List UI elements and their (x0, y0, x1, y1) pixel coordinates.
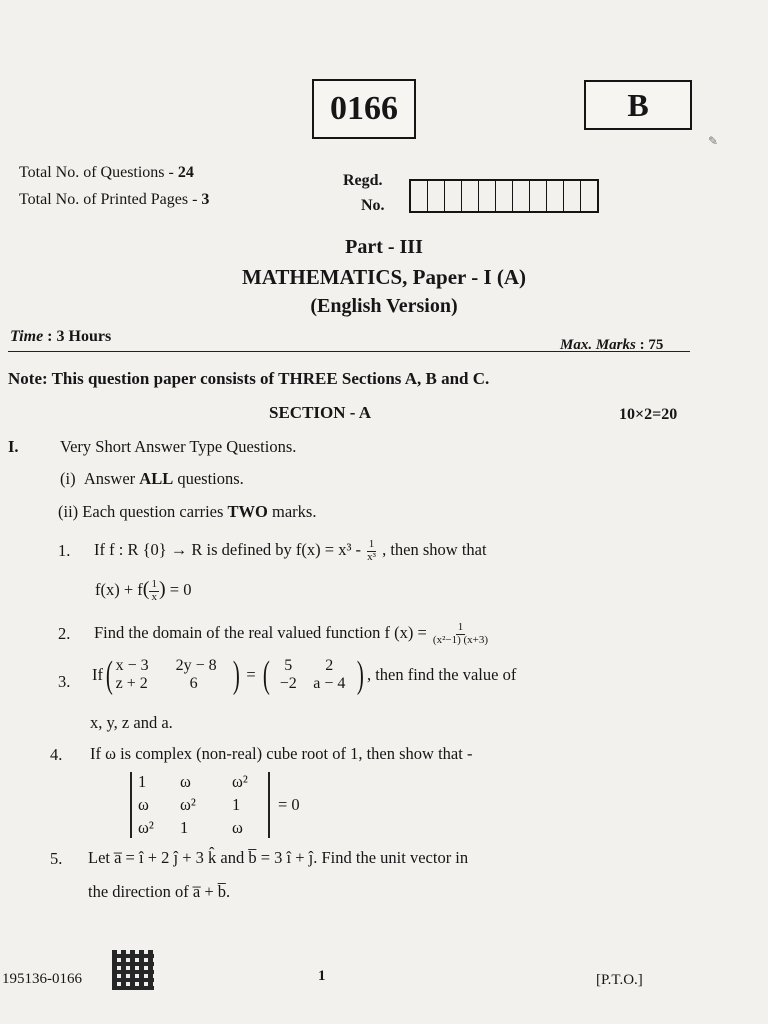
q1-line1 (94, 539, 487, 563)
header-rule (8, 351, 690, 352)
q5-line2: the direction of a̅ + b̅. (88, 882, 231, 901)
q2-fraction (431, 622, 490, 646)
instruction-2-b: TWO (227, 502, 268, 521)
paper-code: 0166 (330, 90, 398, 127)
instruction-1 (60, 469, 244, 489)
instruction-2-num: (ii) (58, 502, 79, 521)
q1-line2-fraction (149, 579, 159, 603)
paper-code-box (312, 79, 416, 139)
regd-label-2: No. (361, 197, 385, 214)
regd-cell[interactable] (428, 181, 445, 211)
total-questions-value: 24 (177, 164, 194, 181)
time-value: : 3 Hours (47, 328, 112, 345)
instruction-2-c: marks. (267, 502, 317, 521)
q5-number: 5. (50, 849, 63, 868)
det-cell: 1 (232, 795, 241, 814)
q1-line2-frac-num: 1 (151, 578, 157, 591)
det-cell: ω (232, 818, 243, 837)
total-pages-value: 3 (201, 191, 210, 208)
q3-m2-left-paren: ( (262, 654, 270, 696)
q1-fraction (365, 539, 378, 563)
regd-cell[interactable] (496, 181, 513, 211)
q1-line2: f(x) + f( $\frac{1}{x}$ ) = 0 (95, 578, 192, 603)
marks-value: : 75 (639, 337, 664, 353)
regd-cell[interactable] (581, 181, 597, 211)
total-questions (19, 164, 194, 182)
q2-text: Find the domain of the real valued function f (x) = (94, 622, 431, 642)
note: Note: This question paper consists of THREE Sections A, B and C. (8, 369, 490, 388)
det-cell: 1 (180, 818, 189, 837)
instruction-1-c: questions. (173, 469, 244, 488)
marks-label: Max. Marks (560, 337, 636, 353)
time-info (10, 328, 111, 346)
q3-m1-left-paren: ( (105, 654, 113, 696)
q3-m1-cell: x − 3 (115, 657, 149, 675)
regd-cell[interactable] (445, 181, 462, 211)
version-box (584, 80, 692, 130)
regd-cell[interactable] (411, 181, 428, 211)
total-pages-label: Total No. of Printed Pages - (19, 191, 202, 208)
q3-m1-cell: 2y − 8 (175, 657, 217, 675)
regd-cell[interactable] (513, 181, 530, 211)
regd-number-grid (409, 179, 599, 213)
page-number: 1 (318, 968, 326, 984)
det-cell: ω² (180, 795, 196, 814)
q1-line2-a: f(x) + f (95, 580, 143, 599)
det-cell: ω (180, 772, 191, 791)
regd-cell[interactable] (547, 181, 564, 211)
q1-number: 1. (58, 541, 71, 560)
q3-m2-right-paren: ) (357, 654, 365, 696)
q4-determinant (130, 772, 300, 838)
det-cell: 1 (138, 772, 147, 791)
q3-m1-cell: z + 2 (115, 675, 148, 692)
section-title: SECTION - A (269, 403, 372, 422)
q3-m2-cell: 5 (284, 657, 293, 675)
barcode-icon (112, 950, 154, 990)
version-title: (English Version) (310, 295, 458, 317)
regd-cell[interactable] (530, 181, 547, 211)
q2-line (94, 622, 490, 646)
q3-equals: = (246, 665, 256, 684)
q3-number: 3. (58, 672, 71, 691)
regd-label-1: Regd. (343, 172, 383, 189)
det-cell: ω² (232, 772, 248, 791)
q3-line2: x, y, z and a. (90, 713, 173, 732)
footer-code: 195136-0166 (2, 971, 82, 987)
q3-m2-cell: −2 (279, 675, 297, 692)
q4-equals-zero: = 0 (278, 795, 300, 814)
q2-frac-num: 1 (457, 621, 464, 633)
total-questions-label: Total No. of Questions - (19, 164, 178, 181)
q1-text-a: If f : R {0} → R is defined by f(x) = x³ - (94, 539, 366, 559)
instruction-2 (58, 502, 316, 522)
instruction-1-a: Answer (83, 469, 140, 488)
q4-text: If ω is complex (non-real) cube root of 1, then show that - (90, 744, 473, 763)
q3-if: If (92, 665, 103, 684)
q1-line2-b: = 0 (169, 580, 192, 599)
q2-number: 2. (58, 624, 71, 643)
q1-line2-frac-den: x (151, 590, 157, 603)
q1-text-b: , then show that (377, 539, 487, 559)
ink-smudge: ✎ (708, 134, 719, 148)
q3-m2-cell: 2 (325, 657, 334, 675)
subject-title: MATHEMATICS, Paper - I (A) (241, 265, 527, 289)
q4-det-grid (130, 772, 270, 838)
det-cell: ω (138, 795, 149, 814)
part-title: Part - III (345, 236, 423, 258)
version-letter: B (627, 86, 649, 123)
q3-matrix-1 (116, 657, 230, 692)
q5-text: Let a̅ = î + 2 ĵ + 3 k̂ and b̅ = 3 î + ĵ. Find the unit vector in (88, 848, 469, 867)
instruction-1-b: ALL (139, 469, 174, 488)
instruction-1-num: (i) (60, 469, 76, 488)
question-type: Very Short Answer Type Questions. (60, 437, 297, 456)
q2-frac-den: (x²−1) (x+3) (432, 633, 489, 646)
q3-text-b: , then find the value of (366, 665, 517, 684)
q4-number: 4. (50, 745, 63, 764)
q3-matrix-2 (272, 657, 354, 692)
det-cell: ω² (138, 818, 154, 837)
q1-frac-num: 1 (368, 538, 375, 550)
regd-cell[interactable] (479, 181, 496, 211)
section-roman: I. (8, 437, 19, 456)
pto-label: [P.T.O.] (596, 972, 643, 988)
regd-cell[interactable] (564, 181, 581, 211)
q3-m2-cell: a − 4 (313, 675, 346, 692)
q3-m1-right-paren: ) (232, 654, 240, 696)
q3-line1 (92, 656, 516, 694)
section-marks: 10×2=20 (619, 406, 678, 423)
time-label: Time (10, 328, 44, 345)
q1-frac-den: x³ (367, 550, 376, 563)
q3-m1-cell: 6 (189, 675, 198, 692)
total-pages (19, 191, 209, 209)
regd-cell[interactable] (462, 181, 479, 211)
instruction-2-a: Each question carries (82, 502, 228, 521)
